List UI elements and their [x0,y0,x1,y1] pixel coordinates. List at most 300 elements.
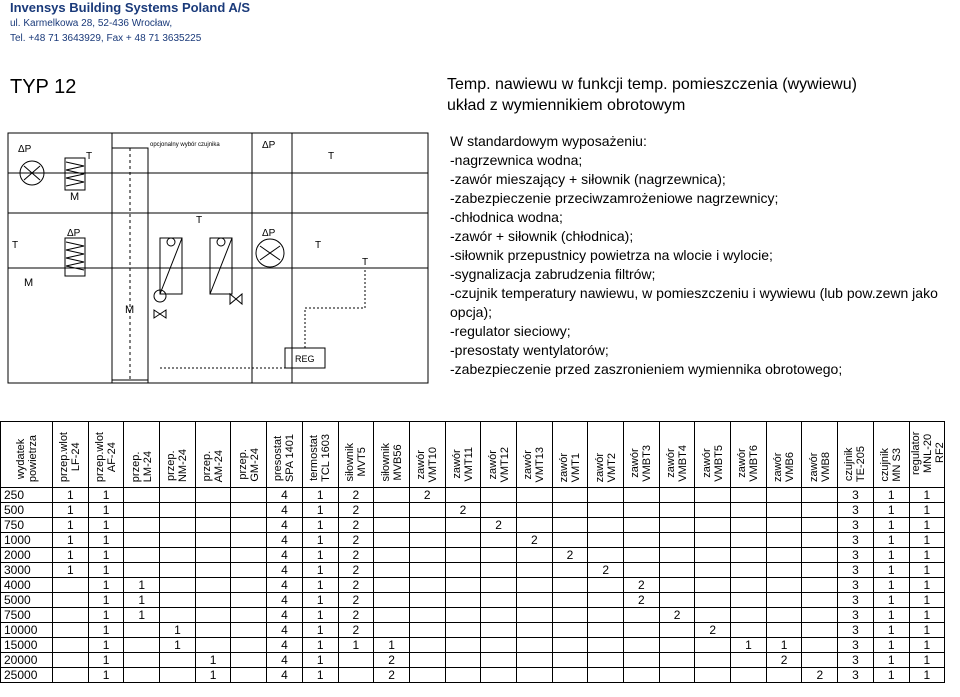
quantity-cell: 1 [53,518,89,533]
description-item: -siłownik przepustnicy powietrza na wlocie i wylocie; [450,247,773,263]
supply-filter-icon [65,238,85,276]
quantity-cell [516,668,552,683]
quantity-cell [53,623,89,638]
quantity-cell [481,578,517,593]
column-header [160,422,196,488]
quantity-cell: 1 [53,563,89,578]
quantity-cell [231,563,267,578]
quantity-cell: 1 [302,668,338,683]
quantity-cell [731,548,767,563]
quantity-cell: 2 [481,518,517,533]
quantity-cell [160,533,196,548]
quantity-cell [409,608,445,623]
quantity-cell [802,518,838,533]
quantity-cell [409,578,445,593]
column-header-line: zawór [450,450,463,480]
company-address: ul. Karmelkowa 28, 52-436 Wrocław, [10,18,173,29]
column-header-line: VMBT4 [677,445,690,482]
quantity-cell: 2 [338,608,374,623]
quantity-cell [445,638,481,653]
quantity-cell: 1 [302,503,338,518]
quantity-cell [766,488,802,503]
column-header-line: MNL-20 RF2 [921,433,946,473]
description-item: -regulator sieciowy; [450,323,571,339]
quantity-cell: 2 [766,653,802,668]
quantity-cell: 4 [267,608,303,623]
quantity-cell [160,668,196,683]
column-header-line: wydatek [14,438,27,479]
quantity-cell: 3 [838,548,874,563]
quantity-cell [409,668,445,683]
quantity-cell [766,578,802,593]
quantity-cell [231,488,267,503]
quantity-cell [445,578,481,593]
quantity-cell [659,563,695,578]
description-item: -zabezpieczenie przed zaszronieniem wymiennika obrotowego; [450,361,843,377]
description-item: -chłodnica wodna; [450,209,563,225]
quantity-cell [195,638,231,653]
dp-label-supply-filter: ΔP [67,228,81,239]
quantity-cell: 1 [88,533,124,548]
quantity-cell [552,533,588,548]
quantity-cell: 4 [267,488,303,503]
quantity-cell: 3 [838,533,874,548]
quantity-cell: 1 [124,608,160,623]
quantity-cell: 1 [302,653,338,668]
table-row [1,653,945,668]
quantity-cell [659,593,695,608]
quantity-cell [552,623,588,638]
quantity-cell: 1 [873,578,909,593]
quantity-cell [195,488,231,503]
column-header-line: zawór [736,448,749,479]
table-row [1,578,945,593]
quantity-cell: 2 [338,563,374,578]
equipment-table [0,421,945,683]
column-header [552,422,588,488]
table-row [1,533,945,548]
quantity-cell: 1 [909,488,945,503]
quantity-cell [53,668,89,683]
column-header-line: zawór [522,449,535,479]
quantity-cell [516,548,552,563]
table-row [1,563,945,578]
column-header-line: MVB56 [391,444,404,481]
column-header-line: SPA 1401 [284,433,297,482]
quantity-cell [802,488,838,503]
quantity-cell: 2 [516,533,552,548]
column-header-line: VMBT5 [712,445,725,482]
quantity-cell [195,548,231,563]
quantity-cell [588,668,624,683]
quantity-cell [124,668,160,683]
quantity-cell: 3 [838,638,874,653]
column-header [409,422,445,488]
quantity-cell [624,503,660,518]
quantity-cell [731,593,767,608]
column-header-line: siłownik [379,443,392,482]
quantity-cell [124,488,160,503]
column-header-line: VMBT6 [748,445,761,482]
column-header-line: zawór [665,448,678,479]
description-heading: W standardowym wyposażeniu: [450,133,647,149]
quantity-cell [231,623,267,638]
quantity-cell [695,593,731,608]
t-label-frost: T [196,215,203,226]
quantity-cell [231,668,267,683]
quantity-cell [588,533,624,548]
quantity-cell: 3 [838,623,874,638]
quantity-cell: 1 [302,578,338,593]
quantity-cell [588,608,624,623]
column-header-line: powietrza [26,434,39,482]
quantity-cell [695,548,731,563]
title-line-2: układ z wymiennikiem obrotowym [447,97,686,114]
quantity-cell [409,548,445,563]
quantity-cell [659,578,695,593]
column-header [695,422,731,488]
quantity-cell [588,518,624,533]
quantity-cell [374,608,410,623]
quantity-cell [552,638,588,653]
t-label-exhaust: T [86,151,93,162]
quantity-cell: 1 [302,518,338,533]
quantity-cell [231,593,267,608]
column-header-line: VMT2 [605,452,618,482]
quantity-cell [624,518,660,533]
quantity-cell [409,563,445,578]
quantity-cell: 4 [267,653,303,668]
quantity-cell [802,563,838,578]
quantity-cell: 1 [873,518,909,533]
quantity-cell [731,488,767,503]
quantity-cell [659,533,695,548]
quantity-cell [766,548,802,563]
quantity-cell [731,668,767,683]
quantity-cell [374,503,410,518]
quantity-cell [409,638,445,653]
quantity-cell: 1 [88,563,124,578]
quantity-cell [374,563,410,578]
quantity-cell [53,608,89,623]
quantity-cell [624,488,660,503]
quantity-cell: 1 [88,623,124,638]
cooler-coil-icon [210,238,232,294]
quantity-cell [231,578,267,593]
quantity-cell [231,533,267,548]
table-row [1,548,945,563]
description-item: -zawór + siłownik (chłodnica); [450,228,634,244]
quantity-cell: 2 [338,488,374,503]
column-header [53,422,89,488]
column-header-line: VMB6 [784,452,797,482]
quantity-cell: 4 [267,638,303,653]
quantity-cell: 1 [88,503,124,518]
column-header [731,422,767,488]
column-header-line: VMT12 [498,446,511,482]
quantity-cell [53,638,89,653]
quantity-cell: 3 [838,503,874,518]
table-row [1,608,945,623]
quantity-cell [731,563,767,578]
quantity-cell: 4 [267,668,303,683]
quantity-cell: 2 [695,623,731,638]
quantity-cell [588,638,624,653]
heater-coil-icon [160,238,182,294]
supply-fan-icon [256,239,284,267]
quantity-cell: 1 [302,623,338,638]
quantity-cell [802,653,838,668]
quantity-cell [374,578,410,593]
quantity-cell [338,653,374,668]
airflow-cell: 25000 [1,668,53,683]
quantity-cell [445,623,481,638]
ahu-schematic [0,128,430,388]
quantity-cell [695,503,731,518]
quantity-cell: 2 [552,548,588,563]
quantity-cell [731,578,767,593]
quantity-cell [481,608,517,623]
column-header [267,422,303,488]
quantity-cell [160,563,196,578]
quantity-cell [624,638,660,653]
cooler-valve-icon [230,294,242,304]
quantity-cell [445,548,481,563]
column-header-line: VMT10 [427,446,440,482]
quantity-cell: 3 [838,608,874,623]
quantity-cell [374,548,410,563]
quantity-cell: 1 [302,488,338,503]
column-header-line: VMT11 [462,447,475,482]
column-header [873,422,909,488]
quantity-cell [552,668,588,683]
quantity-cell [195,518,231,533]
quantity-cell: 1 [88,653,124,668]
table-row [1,518,945,533]
airflow-cell: 3000 [1,563,53,578]
quantity-cell [624,668,660,683]
quantity-cell [516,518,552,533]
quantity-cell: 3 [838,668,874,683]
quantity-cell [53,653,89,668]
column-header [659,422,695,488]
quantity-cell [516,653,552,668]
table-header-row [1,422,945,488]
quantity-cell [659,638,695,653]
equipment-description [450,132,955,379]
table-row [1,503,945,518]
quantity-cell [124,548,160,563]
table-row [1,623,945,638]
quantity-cell: 1 [766,638,802,653]
title-line-1: Temp. nawiewu w funkcji temp. pomieszczenia (wywiewu) [447,76,857,93]
quantity-cell [409,518,445,533]
quantity-cell [588,653,624,668]
quantity-cell: 4 [267,503,303,518]
quantity-cell [516,593,552,608]
quantity-cell [124,638,160,653]
quantity-cell [195,503,231,518]
description-item: -zabezpieczenie przeciwzamrożeniowe nagrzewnicy; [450,190,779,206]
rotary-exchanger-icon [112,148,148,380]
quantity-cell: 3 [838,578,874,593]
quantity-cell: 1 [374,638,410,653]
quantity-cell: 2 [624,578,660,593]
quantity-cell [374,623,410,638]
quantity-cell [160,608,196,623]
quantity-cell: 1 [909,608,945,623]
column-header-line: zawór [772,452,785,482]
column-header-line: przep.wlot [94,431,107,482]
quantity-cell [409,653,445,668]
quantity-cell [374,518,410,533]
airflow-cell: 2000 [1,548,53,563]
quantity-cell: 1 [160,623,196,638]
company-phone: Tel. +48 71 3643929, Fax + 48 71 3635225 [10,33,202,44]
quantity-cell [481,533,517,548]
quantity-cell: 1 [88,518,124,533]
quantity-cell: 4 [267,533,303,548]
quantity-cell [195,608,231,623]
quantity-cell [481,563,517,578]
column-header-line: zawór [557,452,570,482]
airflow-cell: 20000 [1,653,53,668]
quantity-cell [516,638,552,653]
quantity-cell: 2 [409,488,445,503]
column-header [909,422,945,488]
quantity-cell [231,653,267,668]
quantity-cell [374,593,410,608]
quantity-cell: 1 [302,563,338,578]
quantity-cell [338,668,374,683]
quantity-cell [695,653,731,668]
quantity-cell: 1 [873,593,909,608]
quantity-cell: 1 [909,578,945,593]
quantity-cell: 1 [909,518,945,533]
exhaust-filter-icon [65,158,85,190]
column-header-line: zawór [629,448,642,479]
quantity-cell [231,518,267,533]
quantity-cell [695,638,731,653]
quantity-cell [802,623,838,638]
quantity-cell [409,623,445,638]
quantity-cell [624,608,660,623]
quantity-cell [588,623,624,638]
quantity-cell [552,593,588,608]
column-header-line: czujnik [843,447,856,481]
quantity-cell: 1 [873,503,909,518]
quantity-cell [766,608,802,623]
quantity-cell: 1 [302,638,338,653]
quantity-cell [231,608,267,623]
quantity-cell: 1 [88,668,124,683]
quantity-cell [231,548,267,563]
quantity-cell [731,608,767,623]
quantity-cell: 1 [302,533,338,548]
quantity-cell: 1 [909,653,945,668]
quantity-cell [695,488,731,503]
quantity-cell [231,503,267,518]
quantity-cell [552,488,588,503]
quantity-cell [160,548,196,563]
column-header-line: zawór [593,452,606,482]
quantity-cell: 2 [338,623,374,638]
column-header [1,422,53,488]
quantity-cell: 2 [374,668,410,683]
quantity-cell: 1 [88,638,124,653]
description-item: -czujnik temperatury nawiewu, w pomieszczeniu i wywiewu (lub pow.zewn jako opcja); [450,285,938,320]
quantity-cell: 1 [873,638,909,653]
column-header [231,422,267,488]
optional-sensor-note: opcjonalny wybór czujnika [150,142,220,148]
quantity-cell [516,578,552,593]
column-header [516,422,552,488]
quantity-cell: 4 [267,593,303,608]
quantity-cell [124,503,160,518]
airflow-cell: 4000 [1,578,53,593]
quantity-cell [160,593,196,608]
quantity-cell [659,653,695,668]
company-name: Invensys Building Systems Poland A/S [10,0,251,15]
column-header-line: GM-24 [248,448,261,482]
quantity-cell [802,533,838,548]
quantity-cell [659,548,695,563]
quantity-cell [516,623,552,638]
table-row [1,668,945,683]
quantity-cell [695,533,731,548]
column-header-line: przep. [129,451,142,482]
column-header-line: zawór [807,452,820,482]
quantity-cell: 1 [873,623,909,638]
column-header-line: termostat [308,435,321,481]
t-label-outdoor: T [12,240,19,251]
quantity-cell [516,503,552,518]
quantity-cell: 1 [302,608,338,623]
quantity-cell: 1 [873,608,909,623]
quantity-cell [659,518,695,533]
quantity-cell [160,653,196,668]
quantity-cell [409,533,445,548]
airflow-cell: 1000 [1,533,53,548]
description-item: -sygnalizacja zabrudzenia filtrów; [450,266,656,282]
quantity-cell: 1 [53,503,89,518]
quantity-cell: 2 [338,533,374,548]
quantity-cell [695,608,731,623]
column-header-line: przep.wlot [58,431,71,482]
quantity-cell: 1 [53,533,89,548]
type-label: TYP 12 [10,76,77,98]
quantity-cell: 1 [909,548,945,563]
column-header [88,422,124,488]
quantity-cell: 1 [731,638,767,653]
quantity-cell: 1 [124,578,160,593]
quantity-cell [695,518,731,533]
column-header-line: TE-205 [855,445,868,482]
quantity-cell: 1 [302,593,338,608]
quantity-cell [481,668,517,683]
column-header-line: przep. [236,449,249,481]
quantity-cell: 1 [909,503,945,518]
airflow-cell: 500 [1,503,53,518]
column-header-line: NM-24 [177,448,190,482]
quantity-cell [374,533,410,548]
quantity-cell [624,548,660,563]
airflow-cell: 15000 [1,638,53,653]
quantity-cell: 1 [873,563,909,578]
quantity-cell: 1 [338,638,374,653]
column-header-line: VMBT3 [641,445,654,482]
quantity-cell [481,623,517,638]
